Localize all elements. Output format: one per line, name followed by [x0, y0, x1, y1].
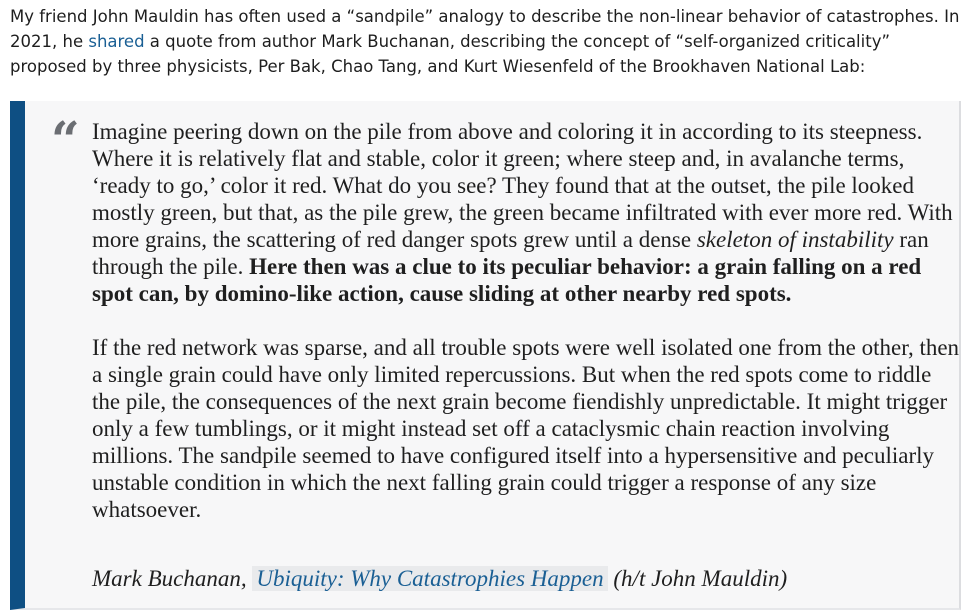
quote-p1-text-a: Imagine peering down on the pile from above and coloring it in according to its steepness. Where it is relatively flat and stable, color it green; where steep and, in avalanche terms, ‘ready to go,’ color it red. What do you see? They found that at the outset, the pile looked mostly green, but that, as the pile grew, the green became infiltrated with ever more red. With more grains, the scattering of red danger spots grew until a dense [92, 119, 953, 252]
quote-p1-text-b: ran through the pile. [92, 227, 929, 279]
quote-p1-bold: Here then was a clue to its peculiar behavior: a grain falling on a red spot can, by domino-like action, cause sliding at other nearby red spots. [92, 254, 922, 306]
quote-p1-italic: skeleton of instability [696, 227, 894, 252]
blockquote [10, 101, 961, 610]
attribution-credit: (h/t John Mauldin) [607, 566, 788, 591]
intro-text-after-link: a quote from author Mark Buchanan, describing the concept of “self-organized criticality” proposed by three physicists, Per Bak, Chao Tang, and Kurt Wiesenfeld of the Brookhaven National Lab: [10, 32, 891, 76]
book-link[interactable]: Ubiquity: Why Catastrophies Happen [252, 566, 607, 591]
intro-text-before-link: My friend John Mauldin has often used a “sandpile” analogy to describe the non-linear behavior of catastrophes. In 2021, he [10, 7, 960, 51]
quote-mark-icon: “ [51, 110, 80, 169]
attribution-author: Mark Buchanan, [92, 566, 253, 591]
quote-paragraph-2: If the red network was sparse, and all trouble spots were well isolated one from the other, then a single grain could have only limited repercussions. But when the red spots come to riddle the pile, the consequences of the next grain become fiendishly unpredictable. It might trigger only a few tumblings, or it might instead set off a cataclysmic chain reaction involving millions. The sandpile seemed to have configured itself into a hypersensitive and peculiarly unstable condition in which the next falling grain could trigger a response of any size whatsoever. [92, 335, 960, 522]
quote-body [92, 118, 962, 523]
quote-paragraph-1 [92, 118, 962, 307]
quote-attribution [92, 565, 787, 592]
shared-link[interactable]: shared [88, 32, 145, 51]
intro-paragraph [10, 4, 965, 79]
